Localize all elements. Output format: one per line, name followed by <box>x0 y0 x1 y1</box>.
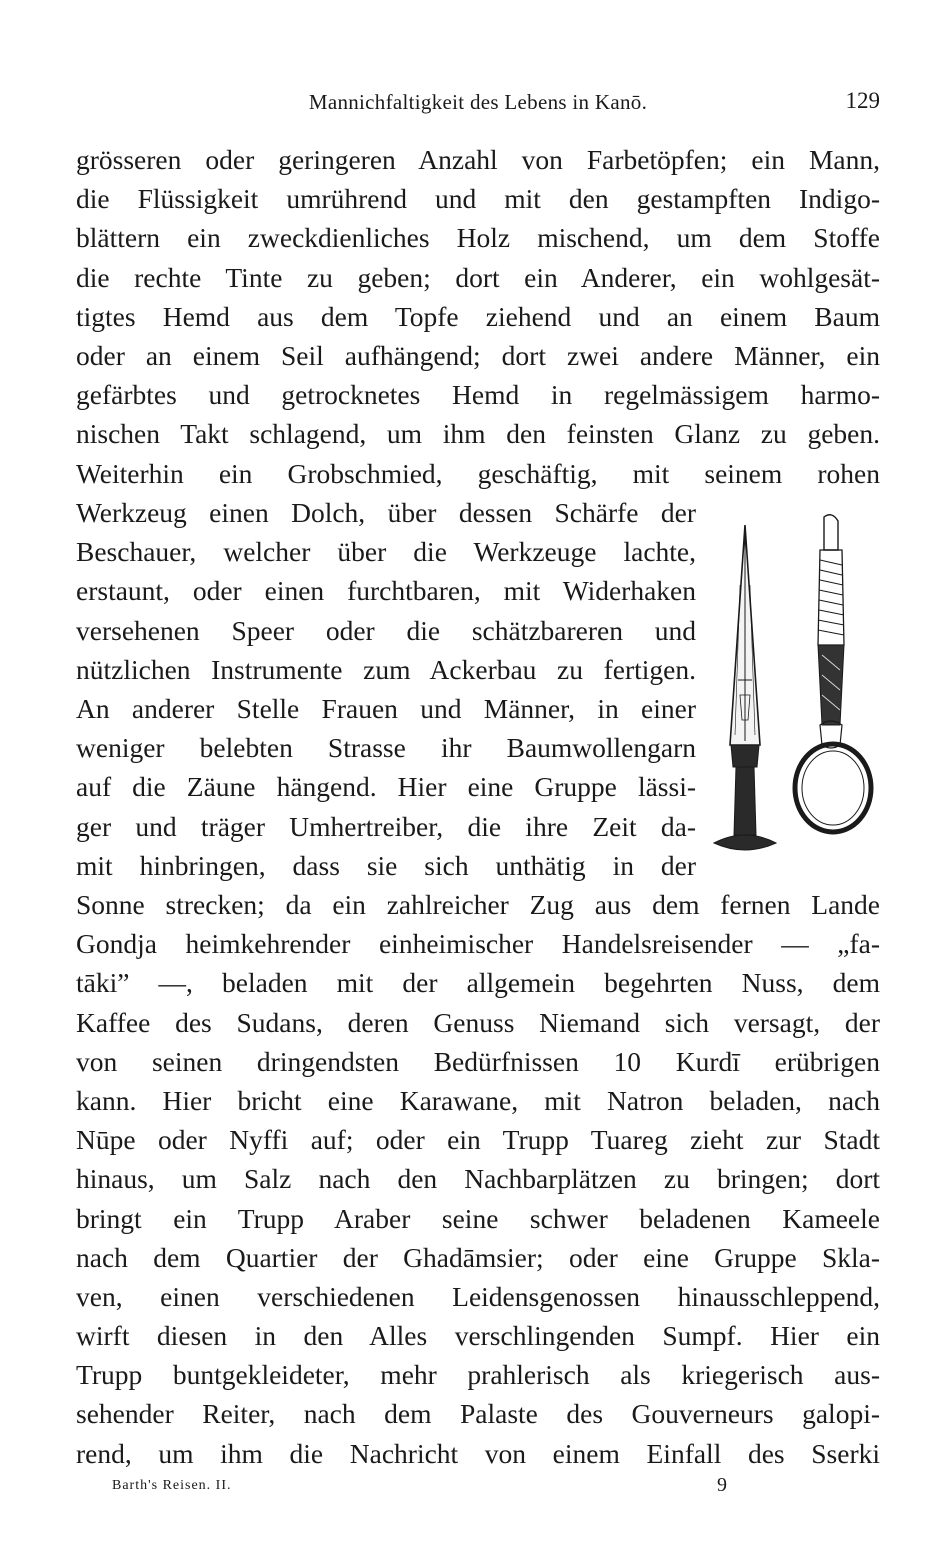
text-line: Sonne strecken; da ein zahlreicher Zug aus dem fernen Lande <box>76 889 880 920</box>
text-line: Nūpe oder Nyffi auf; oder ein Trupp Tuareg zieht zur Stadt <box>76 1124 880 1156</box>
text-line: Gondja heimkehrender einheimischer Handelsreisender — „fa- <box>76 928 880 960</box>
text-line: hinaus, um Salz nach den Nachbarplätzen zu bringen; dort <box>76 1163 880 1195</box>
text-line: rend, um ihm die Nachricht von einem Einfall des Sserki <box>76 1437 880 1469</box>
text-line: die Flüssigkeit umrührend und mit den gestampften Indigo- <box>76 183 880 215</box>
text-line: tigtes Hemd aus dem Topfe ziehend und an einem Baum <box>76 300 880 332</box>
text-line: erstaunt, oder einen furchtbaren, mit Widerhaken <box>76 575 696 607</box>
text-line: nützlichen Instrumente zum Ackerbau zu fertigen. <box>76 653 696 685</box>
text-line: die rechte Tinte zu geben; dort ein Anderer, ein wohlgesät- <box>76 261 880 293</box>
signature-mark: 9 <box>717 1474 727 1496</box>
body-text-top <box>76 140 880 493</box>
text-line: gefärbtes und getrocknetes Hemd in regelmässigem harmo- <box>76 379 880 411</box>
body-text-bottom <box>76 885 880 1473</box>
text-line: blättern ein zweckdienliches Holz mischend, um dem Stoffe <box>76 222 880 254</box>
text-line: wirft diesen in den Alles verschlingenden Sumpf. Hier ein <box>76 1320 880 1352</box>
weapons-illustration <box>700 505 890 870</box>
body-text-beside-figure <box>76 493 696 885</box>
text-line: weniger belebten Strasse ihr Baumwollengarn <box>76 732 696 764</box>
dagger-illustration <box>714 525 776 850</box>
text-line: kann. Hier bricht eine Karawane, mit Natron beladen, nach <box>76 1084 880 1116</box>
text-line: tāki” —, beladen mit der allgemein begehrten Nuss, dem <box>76 967 880 999</box>
text-line: grösseren oder geringeren Anzahl von Farbetöpfen; ein Mann, <box>76 144 880 175</box>
text-line: Werkzeug einen Dolch, über dessen Schärfe der <box>76 497 696 528</box>
sheathed-knife-with-ring-illustration <box>795 515 871 832</box>
text-line: Kaffee des Sudans, deren Genuss Niemand sich versagt, der <box>76 1006 880 1038</box>
page-header <box>76 86 880 120</box>
text-line: auf die Zäune hängend. Hier eine Gruppe lässi- <box>76 771 696 803</box>
text-line: sehender Reiter, nach dem Palaste des Gouverneurs galopi- <box>76 1398 880 1430</box>
text-line: Trupp buntgekleideter, mehr prahlerisch als kriegerisch aus- <box>76 1359 880 1391</box>
text-line: mit hinbringen, dass sie sich unthätig in der <box>76 849 696 881</box>
text-line: nach dem Quartier der Ghadāmsier; oder eine Gruppe Skla- <box>76 1241 880 1273</box>
running-title: Mannichfaltigkeit des Lebens in Kanō. <box>308 90 648 114</box>
text-line: nischen Takt schlagend, um ihm den feinsten Glanz zu geben. <box>76 418 880 450</box>
text-line: bringt ein Trupp Araber seine schwer beladenen Kameele <box>76 1202 880 1234</box>
text-line: oder an einem Seil aufhängend; dort zwei andere Männer, ein <box>76 339 880 371</box>
text-line: ven, einen verschiedenen Leidensgenossen hinausschleppend, <box>76 1280 880 1312</box>
text-line: Beschauer, welcher über die Werkzeuge lachte, <box>76 536 696 568</box>
text-line: versehenen Speer oder die schätzbareren und <box>76 614 696 646</box>
text-line: Weiterhin ein Grobschmied, geschäftig, mit seinem rohen <box>76 457 880 489</box>
printer-signature: Barth's Reisen. II. <box>112 1478 232 1493</box>
text-line: ger und träger Umhertreiber, die ihre Zeit da- <box>76 810 696 842</box>
page-number: 129 <box>845 88 880 113</box>
text-line: von seinen dringendsten Bedürfnissen 10 Kurdī erübrigen <box>76 1045 880 1077</box>
page-footer <box>112 1474 812 1504</box>
text-line: An anderer Stelle Frauen und Männer, in einer <box>76 692 696 724</box>
